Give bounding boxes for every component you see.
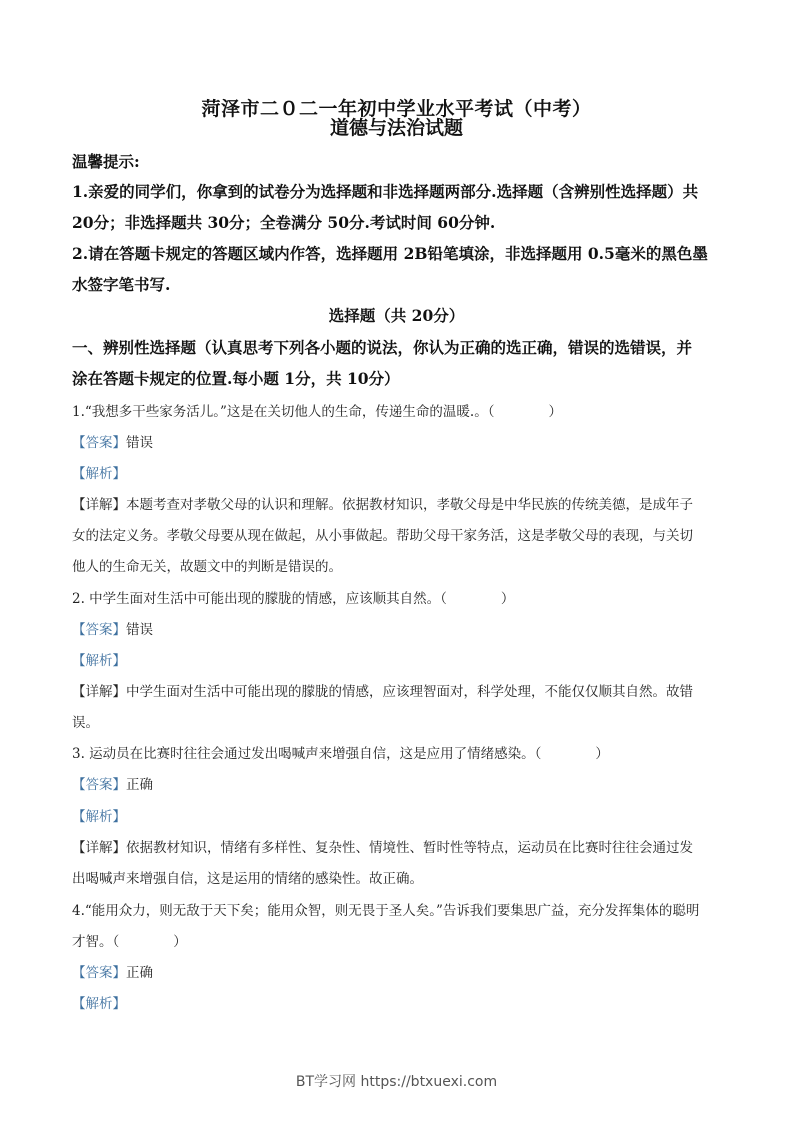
notice-line-3: 2.请在答题卡规定的答题区域内作答，选择题用 2B铅笔填涂，非选择题用 0.5毫米的黑色墨: [72, 244, 708, 263]
question-3-answer: [72, 773, 732, 793]
exam-subtitle: 道德与法治试题: [329, 117, 463, 139]
question-3-stem: 3. 运动员在比赛时往往会通过发出喝喊声来增强自信，这是应用了情绪感染。（ ）: [72, 746, 609, 762]
section-heading: 选择题（共 20分）: [328, 306, 465, 325]
question-1-detail-line-3: 他人的生命无关，故题文中的判断是错误的。: [72, 559, 342, 575]
detail-text: 本题考查对孝敬父母的认识和理解。依据教材知识，孝敬父母是中华民族的传统美德，是成年子: [126, 497, 693, 513]
part-instruction-line-1: 一、辨别性选择题（认真思考下列各小题的说法，你认为正确的选正确，错误的选错误，并: [72, 338, 693, 357]
answer-label: 【答案】: [72, 965, 126, 981]
answer-label: 【答案】: [72, 622, 126, 638]
question-1-detail-line-1: [72, 493, 732, 513]
question-3-detail-line-2: 出喝喊声来增强自信，这是运用的情绪的感染性。故正确。: [72, 871, 423, 887]
answer-value: 正确: [126, 777, 153, 793]
answer-value: 错误: [126, 622, 153, 638]
question-4-answer: [72, 961, 732, 981]
notice-line-1: 1.亲爱的同学们，你拿到的试卷分为选择题和非选择题两部分.选择题（含辨别性选择题）共: [72, 182, 699, 201]
exam-title: 菏泽市二０二一年初中学业水平考试（中考）: [201, 98, 592, 120]
footer-watermark: BT学习网 https://btxuexi.com: [295, 1074, 498, 1090]
answer-value: 正确: [126, 965, 153, 981]
detail-label: 【详解】: [72, 684, 126, 700]
question-4-analysis: [72, 992, 732, 1012]
question-3-detail-line-1: [72, 836, 732, 856]
notice-line-4: 水签字笔书写.: [72, 275, 171, 294]
answer-value: 错误: [126, 435, 153, 451]
answer-label: 【答案】: [72, 435, 126, 451]
question-3-analysis: [72, 805, 732, 825]
question-1-answer: [72, 431, 732, 451]
notice-label: 温馨提示:: [72, 152, 140, 171]
question-4-stem-line-1: 4.“能用众力，则无敌于天下矣；能用众智，则无畏于圣人矣。”告诉我们要集思广益，充分发挥集体的聪明: [72, 903, 700, 919]
question-4-stem-line-2: 才智。（ ）: [72, 934, 187, 950]
analysis-label: 【解析】: [72, 653, 126, 669]
analysis-label: 【解析】: [72, 809, 126, 825]
question-2-detail-line-2: 误。: [72, 715, 99, 731]
question-2-answer: [72, 618, 732, 638]
analysis-label: 【解析】: [72, 996, 126, 1012]
question-1-stem: 1.“我想多干些家务活儿。”这是在关切他人的生命，传递生命的温暖.。（ ）: [72, 404, 562, 420]
question-1-analysis: [72, 462, 732, 482]
question-2-detail-line-1: [72, 680, 732, 700]
detail-label: 【详解】: [72, 497, 126, 513]
detail-text: 中学生面对生活中可能出现的朦胧的情感，应该理智面对，科学处理，不能仅仅顺其自然。故错: [126, 684, 693, 700]
question-2-analysis: [72, 649, 732, 669]
analysis-label: 【解析】: [72, 466, 126, 482]
part-instruction-line-2: 涂在答题卡规定的位置.每小题 1分，共 10分）: [72, 369, 400, 388]
question-2-stem: 2. 中学生面对生活中可能出现的朦胧的情感，应该顺其自然。（ ）: [72, 591, 515, 607]
detail-text: 依据教材知识，情绪有多样性、复杂性、情境性、暂时性等特点，运动员在比赛时往往会通过发: [126, 840, 693, 856]
detail-label: 【详解】: [72, 840, 126, 856]
question-1-detail-line-2: 女的法定义务。孝敬父母要从现在做起，从小事做起。帮助父母干家务活，这是孝敬父母的表现，与关切: [72, 528, 693, 544]
answer-label: 【答案】: [72, 777, 126, 793]
notice-line-2: 20分；非选择题共 30分；全卷满分 50分.考试时间 60分钟.: [72, 213, 496, 232]
